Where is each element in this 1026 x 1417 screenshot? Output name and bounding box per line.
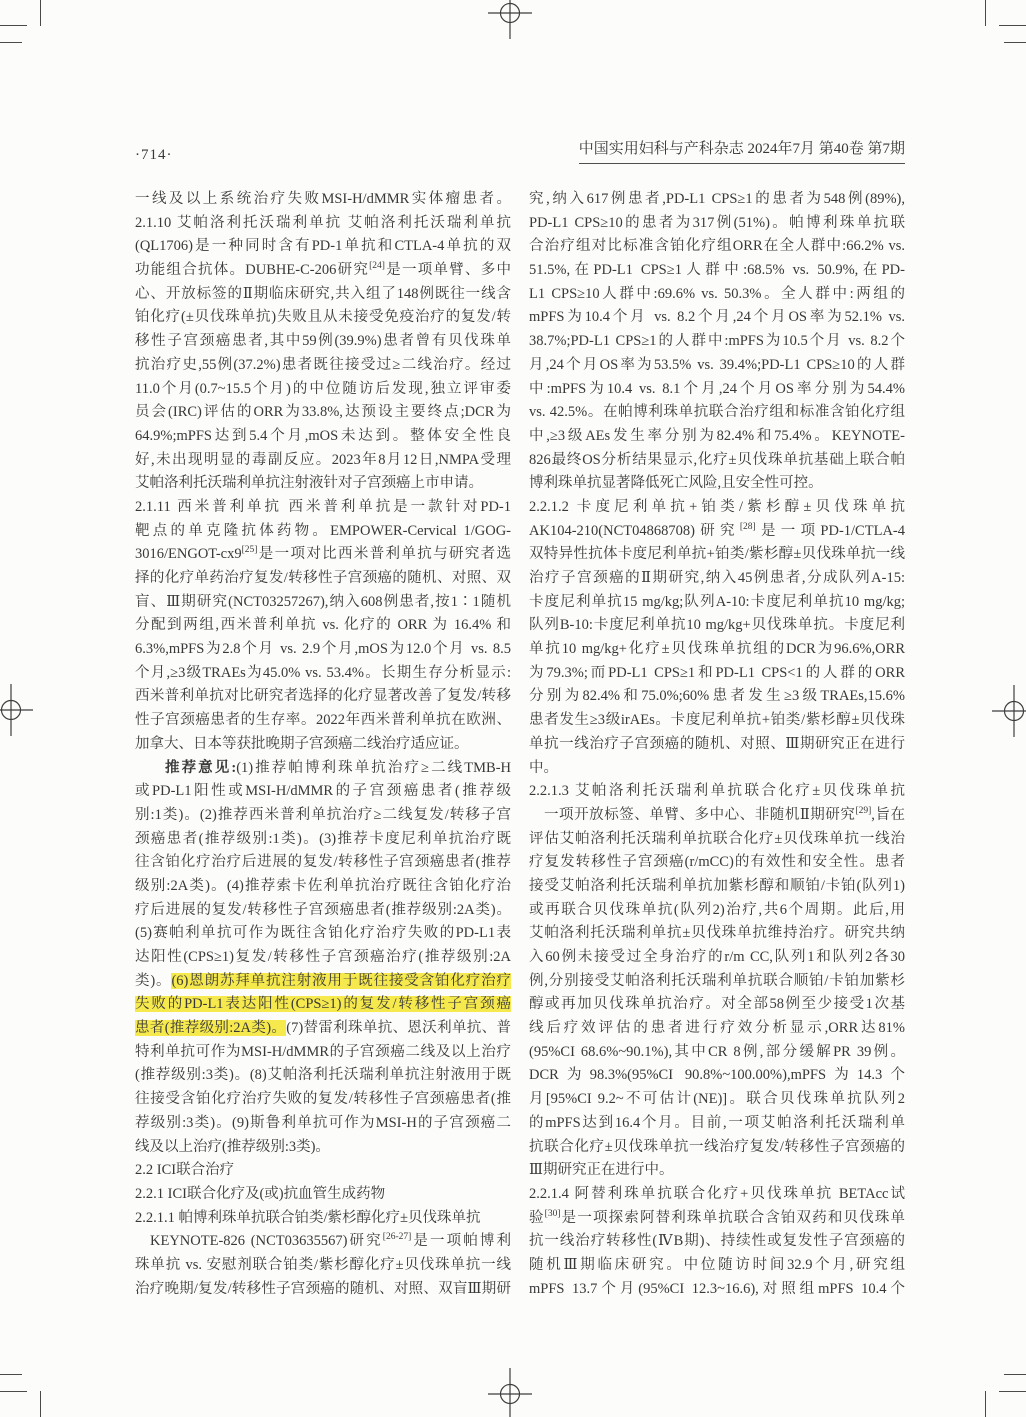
text-segment: 别:1类)。(2)推荐西米普利单抗治疗≥二线复发/转移子宫 [135, 806, 511, 823]
text-segment: 治疗晚期/复发/转移性子宫颈癌的随机、对照、双盲Ⅲ期研 [135, 1280, 511, 1297]
two-column-body [135, 188, 905, 1301]
text-line [135, 993, 511, 1017]
text-segment: 患者发生≥3级irAEs。卡度尼利单抗+铂类/紫杉醇±贝伐珠 [529, 712, 905, 729]
text-segment: 择的化疗单药治疗复发/转移性子宫颈癌的随机、对照、双 [135, 570, 511, 586]
text-line [135, 1136, 511, 1160]
text-segment: 移性子宫颈癌患者,其中59例(39.9%)患者曾有贝伐珠单 [135, 333, 511, 350]
text-line [529, 1278, 905, 1302]
text-line [529, 188, 905, 212]
text-line [529, 970, 905, 994]
text-segment: 月,24个月OS率为53.5% vs. 39.4%;PD-L1 CPS≥10的人群 [529, 356, 905, 373]
text-line [529, 330, 905, 354]
page-number: ·714· [135, 147, 173, 163]
text-segment: 单抗10 mg/kg+化疗±贝伐珠单抗组的DCR为96.6%,ORR [529, 641, 905, 658]
text-line [529, 828, 905, 852]
text-line [135, 354, 511, 378]
registration-mark-bottom-icon [488, 1368, 532, 1417]
text-line [135, 1230, 511, 1254]
text-line [135, 401, 511, 425]
text-segment: 治疗子宫颈癌的Ⅱ期研究,纳入45例患者,分成队列A-15: [529, 570, 905, 586]
text-line [135, 875, 511, 899]
text-line [529, 1254, 905, 1278]
text-segment: 是一项对比西米普利单抗与研究者选 [257, 546, 511, 563]
text-segment: mPFS 13.7个月(95%CI 12.3~16.6),对照组mPFS 10.4个 [529, 1280, 905, 1297]
text-line [529, 1136, 905, 1160]
text-line [529, 1041, 905, 1065]
text-segment: 好,未出现明显的毒副反应。2023年8月12日,NMPA受理 [135, 451, 511, 468]
text-line [135, 212, 511, 236]
text-line [529, 662, 905, 686]
text-segment: 类)。 [135, 972, 172, 989]
text-line [529, 212, 905, 236]
text-line [529, 899, 905, 923]
text-segment: 性子宫颈癌患者的生存率。2022年西米普利单抗在欧洲、 [135, 712, 511, 729]
text-segment: 线及以上治疗(推荐级别:3类)。 [135, 1138, 330, 1155]
text-line [529, 401, 905, 425]
text-line [529, 378, 905, 402]
text-line [529, 1112, 905, 1136]
text-line [135, 1254, 511, 1278]
text-segment: 一线及以上系统治疗失败MSI-H/dMMR实体瘤患者。 [135, 191, 511, 207]
text-segment: 达阳性(CPS≥1)复发/转移性子宫颈癌治疗(推荐级别:2A [135, 949, 511, 965]
text-segment: 荐级别:3类)。(9)斯鲁利单抗可作为MSI-H的子宫颈癌二 [135, 1114, 511, 1131]
text-segment: 38.7%;PD-L1 CPS≥1的人群中:mPFS为10.5个月 vs. 8.2个 [529, 333, 905, 350]
registration-mark-right-icon [992, 685, 1026, 737]
reference-superscript: [25] [241, 545, 258, 556]
text-segment: 究,纳入617例患者,PD-L1 CPS≥1的患者为548例(89%), [529, 191, 905, 207]
text-segment: 个月,≥3级TRAEs为45.0% vs. 53.4%。长期生存分析显示: [135, 664, 511, 681]
text-line [135, 496, 511, 520]
page-header [135, 138, 905, 164]
text-segment: 3016/ENGOT-cx9 [135, 546, 242, 563]
text-segment: 盲、Ⅲ期研究(NCT03257267),纳入608例患者,按1∶1随机 [135, 593, 511, 610]
text-line [529, 306, 905, 330]
reference-superscript: [26-27] [382, 1232, 412, 1243]
registration-mark-top-icon [488, 0, 532, 39]
page-content [135, 138, 905, 1301]
text-segment: 单抗一线治疗子宫颈癌的随机、对照、Ⅲ期研究正在进行 [529, 735, 905, 752]
text-segment: 或再联合贝伐珠单抗(队列2)治疗,共6个周期。此后,用 [529, 901, 905, 918]
text-segment: 合治疗组对比标准含铂化疗组ORR在全人群中:66.2% vs. [529, 238, 905, 255]
text-segment: 功能组合抗体。DUBHE-C-206研究 [135, 262, 370, 279]
text-line [135, 899, 511, 923]
text-segment: 或PD-L1阳性或MSI-H/dMMR的子宫颈癌患者(推荐级 [135, 783, 511, 800]
text-segment: 2.1.11 西米普利单抗 西米普利单抗是一款针对PD-1 [135, 498, 511, 515]
text-segment: 随机Ⅲ期临床研究。中位随访时间32.9个月,研究组 [529, 1256, 905, 1273]
text-segment: 颈癌患者(推荐级别:1类)。(3)推荐卡度尼利单抗治疗既 [135, 830, 511, 847]
text-segment: 是一项PD-1/CTLA-4 [755, 522, 905, 539]
text-line [529, 993, 905, 1017]
text-segment: 64.9%;mPFS达到5.4个月,mOS未达到。整体安全性良 [135, 427, 511, 444]
text-line [529, 614, 905, 638]
text-line [135, 757, 511, 781]
text-line [529, 757, 905, 781]
text-segment: 卡度尼利单抗15 mg/kg;队列A-10:卡度尼利单抗10 mg/kg; [529, 593, 905, 610]
text-line [135, 804, 511, 828]
text-line [135, 567, 511, 591]
text-segment: 2.2.1.1 帕博利珠单抗联合铂类/紫杉醇化疗±贝伐珠单抗 [135, 1209, 481, 1226]
text-line [135, 1088, 511, 1112]
text-segment: 抗一线治疗转移性(ⅣB期)、持续性或复发性子宫颈癌的 [529, 1233, 905, 1250]
text-segment: 队列B-10:卡度尼利单抗10 mg/kg+贝伐珠单抗。卡度尼利 [529, 617, 905, 634]
text-line [135, 946, 511, 970]
text-segment: 分配到两组,西米普利单抗 vs. 化疗的 ORR 为 16.4% 和 [135, 617, 511, 634]
text-line [135, 283, 511, 307]
text-segment: 入60例未接受过全身治疗的r/m CC,队列1和队列2各30 [529, 949, 905, 965]
text-line [135, 709, 511, 733]
text-line [529, 543, 905, 567]
text-line [135, 449, 511, 473]
text-segment: 往含铂化疗治疗后进展的复发/转移性子宫颈癌患者(推荐 [135, 854, 511, 871]
text-line [135, 733, 511, 757]
text-segment: 2.2.1.3 艾帕洛利托沃瑞利单抗联合化疗±贝伐珠单抗 [529, 783, 905, 800]
text-segment: (1)推荐帕博利珠单抗治疗≥二线TMB-H [236, 759, 511, 776]
text-line [135, 188, 511, 212]
text-segment: 中。 [529, 759, 558, 776]
text-line [135, 259, 511, 283]
text-segment: 2.2.1.2 卡度尼利单抗+铂类/紫杉醇±贝伐珠单抗 [529, 498, 905, 515]
registration-mark-left-icon [0, 684, 33, 736]
text-line [529, 780, 905, 804]
text-line [135, 1017, 511, 1041]
text-segment: mPFS为10.4个月 vs. 8.2个月,24个月OS率为52.1% vs. [529, 309, 905, 326]
text-line [529, 591, 905, 615]
text-segment: 的mPFS达到16.4个月。目前,一项艾帕洛利托沃瑞利单 [529, 1114, 905, 1131]
text-segment: AK104-210(NCT04868708)研究 [529, 522, 740, 539]
text-line [135, 662, 511, 686]
text-segment: 艾帕洛利托沃瑞利单抗±贝伐珠单抗维持治疗。研究共纳 [529, 925, 905, 942]
text-segment: 中,≥3级AEs发生率分别为82.4%和75.4%。KEYNOTE- [529, 427, 905, 444]
text-line [135, 1112, 511, 1136]
text-segment: 靶点的单克隆抗体药物。EMPOWER-Cervical 1/GOG- [135, 522, 511, 539]
text-line [135, 922, 511, 946]
text-segment: 中:mPFS为10.4 vs. 8.1个月,24个月OS率分别为54.4% [529, 380, 905, 397]
text-line [529, 496, 905, 520]
text-line [135, 828, 511, 852]
highlighted-text: (6)恩朗苏拜单抗注射液用于既往接受含铂化疗治疗 [171, 972, 511, 989]
text-segment: 级别:2A类)。(4)推荐索卡佐利单抗治疗既往含铂化疗治 [135, 877, 511, 894]
text-segment: 6.3%,mPFS为2.8个月 vs. 2.9个月,mOS为12.0个月 vs. 8.5 [135, 641, 511, 658]
text-line [135, 543, 511, 567]
text-segment: Ⅲ期研究正在进行中。 [529, 1162, 674, 1179]
column-right [529, 188, 905, 1301]
text-line [529, 1159, 905, 1183]
text-line [135, 306, 511, 330]
text-line [529, 520, 905, 544]
text-line [135, 638, 511, 662]
text-line [135, 614, 511, 638]
text-line [529, 733, 905, 757]
text-segment: 2.2 ICI联合治疗 [135, 1162, 235, 1179]
reference-superscript: [28] [739, 521, 756, 532]
text-segment: (推荐级别:3类)。(8)艾帕洛利托沃瑞利单抗注射液用于既 [135, 1067, 511, 1084]
text-segment: 月[95%CI 9.2~不可估计(NE)]。联合贝伐珠单抗队列2 [529, 1091, 905, 1108]
text-line [529, 1088, 905, 1112]
text-line [135, 1278, 511, 1302]
text-segment: 2.2.1 ICI联合化疗及(或)抗血管生成药物 [135, 1185, 386, 1202]
text-line [135, 1064, 511, 1088]
text-segment: DCR为98.3%(95%CI 90.8%~100.00%),mPFS为14.3个 [529, 1067, 905, 1084]
text-segment: 往接受含铂化疗治疗失败的复发/转移性子宫颈癌患者(推 [135, 1091, 511, 1108]
text-line [529, 685, 905, 709]
text-segment: L1 CPS≥10人群中:69.6% vs. 50.3%。全人群中:两组的 [529, 285, 905, 302]
reference-superscript: [30] [544, 1208, 561, 1219]
text-segment: 51.5%,在PD-L1 CPS≥1人群中:68.5% vs. 50.9%,在PD- [529, 262, 905, 279]
text-segment: 疗复发转移性子宫颈癌(r/mCC)的有效性和安全性。患者 [529, 854, 905, 871]
text-segment: PD-L1 CPS≥10的患者为317例(51%)。帕博利珠单抗联 [529, 214, 905, 231]
text-line [135, 780, 511, 804]
text-segment: 分别为82.4%和75.0%;60%患者发生≥3级TRAEs,15.6% [529, 688, 905, 705]
text-line [529, 259, 905, 283]
text-segment: 826最终OS分析结果显示,化疗±贝伐珠单抗基础上联合帕 [529, 451, 905, 468]
text-line [135, 591, 511, 615]
text-segment: 抗联合化疗±贝伐珠单抗一线治疗复发/转移性子宫颈癌的 [529, 1138, 905, 1155]
text-segment: 2.1.10 艾帕洛利托沃瑞利单抗 艾帕洛利托沃瑞利单抗 [135, 214, 511, 231]
text-segment: (7)替雷利珠单抗、恩沃利单抗、普 [286, 1020, 511, 1037]
text-segment: 接受艾帕洛利托沃瑞利单抗加紫杉醇和顺铂/卡铂(队列1) [529, 877, 905, 894]
text-line [529, 235, 905, 259]
text-segment: 珠单抗 vs. 安慰剂联合铂类/紫杉醇化疗±贝伐珠单抗一线 [135, 1256, 511, 1273]
text-segment: 加拿大、日本等获批晚期子宫颈癌二线治疗适应证。 [135, 735, 469, 752]
text-segment: (5)赛帕利单抗可作为既往含铂化疗治疗失败的PD-L1表 [135, 925, 511, 942]
reference-superscript: [29] [855, 806, 872, 817]
text-segment: 评估艾帕洛利托沃瑞利单抗联合化疗±贝伐珠单抗一线治 [529, 830, 905, 847]
text-segment: 是一项探索阿替利珠单抗联合含铂双药和贝伐珠单 [560, 1209, 905, 1226]
column-left [135, 188, 511, 1301]
text-line [529, 472, 905, 496]
text-line [529, 709, 905, 733]
text-segment: 铂化疗(±贝伐珠单抗)失败且从未接受免疫治疗的复发/转 [135, 309, 511, 326]
highlighted-text: 失败的PD-L1表达阳性(CPS≥1)的复发/转移性子宫颈癌 [135, 996, 511, 1013]
text-segment: 特利单抗可作为MSI-H/dMMR的子宫颈癌二线及以上治疗 [135, 1043, 511, 1060]
text-segment: 心、开放标签的Ⅱ期临床研究,共入组了148例既往一线含 [135, 285, 511, 302]
text-segment: (QL1706)是一种同时含有PD-1单抗和CTLA-4单抗的双 [135, 238, 511, 255]
text-line [135, 520, 511, 544]
text-segment: 艾帕洛利托沃瑞利单抗注射液针对子宫颈癌上市申请。 [135, 475, 483, 492]
text-line [135, 1207, 511, 1231]
text-line [135, 970, 511, 994]
text-line [529, 425, 905, 449]
text-segment: 是一项帕博利 [411, 1233, 511, 1250]
text-segment: 是一项单臂、多中 [384, 262, 511, 279]
text-line [135, 425, 511, 449]
reference-superscript: [24] [369, 261, 385, 272]
text-line [135, 685, 511, 709]
text-line [135, 235, 511, 259]
text-segment: 2.2.1.4 阿替利珠单抗联合化疗+贝伐珠单抗 BETAcc试 [529, 1185, 905, 1202]
text-line [529, 1017, 905, 1041]
text-segment: 验 [529, 1209, 545, 1226]
text-line [529, 946, 905, 970]
text-segment: 推荐意见: [165, 759, 237, 776]
journal-title: 中国实用妇科与产科杂志 2024年7月 第40卷 第7期 [579, 137, 905, 164]
text-line [529, 922, 905, 946]
text-line [135, 330, 511, 354]
text-line [529, 851, 905, 875]
text-line [529, 1207, 905, 1231]
highlighted-text: 患者(推荐级别:2A类)。 [135, 1020, 287, 1037]
text-line [135, 1183, 511, 1207]
text-line [135, 1041, 511, 1065]
text-segment: 为79.3%;而PD-L1 CPS≥1和PD-L1 CPS<1的人群的ORR [529, 664, 905, 681]
text-segment: 员会(IRC)评估的ORR为33.8%,达预设主要终点;DCR为 [135, 404, 511, 421]
text-line [529, 1183, 905, 1207]
text-segment: 一项开放标签、单臂、多中心、非随机Ⅱ期研究 [544, 806, 856, 823]
text-segment: 例,分别接受艾帕洛利托沃瑞利单抗联合顺铂/卡铂加紫杉 [529, 972, 905, 989]
text-segment: vs. 42.5%。在帕博利珠单抗联合治疗组和标准含铂化疗组 [529, 404, 905, 421]
text-line [135, 851, 511, 875]
text-segment: 醇或再加贝伐珠单抗治疗。对全部58例至少接受1次基 [529, 996, 905, 1013]
text-line [529, 1230, 905, 1254]
text-segment: (95%CI 68.6%~90.1%),其中CR 8例,部分缓解PR 39例。 [529, 1043, 905, 1060]
text-segment: ,旨在 [871, 806, 905, 823]
text-segment: 11.0个月(0.7~15.5个月)的中位随访后发现,独立评审委 [135, 380, 511, 397]
text-line [529, 567, 905, 591]
text-line [135, 378, 511, 402]
text-line [529, 283, 905, 307]
text-line [529, 1064, 905, 1088]
text-segment: 博利珠单抗显著降低死亡风险,且安全性可控。 [529, 475, 823, 492]
text-line [529, 449, 905, 473]
text-segment: 线后疗效评估的患者进行疗效分析显示,ORR达81% [529, 1020, 905, 1037]
text-segment: 抗治疗史,55例(37.2%)患者既往接受过≥二线治疗。经过 [135, 356, 511, 373]
text-line [135, 1159, 511, 1183]
text-segment: 疗后进展的复发/转移性子宫颈癌患者(推荐级别:2A类)。 [135, 901, 511, 918]
text-segment: 双特异性抗体卡度尼利单抗+铂类/紫杉醇±贝伐珠单抗一线 [529, 546, 905, 563]
text-line [529, 354, 905, 378]
text-line [135, 472, 511, 496]
text-line [529, 875, 905, 899]
text-segment: 西米普利单抗对比研究者选择的化疗显著改善了复发/转移 [135, 688, 511, 705]
text-segment: KEYNOTE-826 (NCT03635567)研究 [150, 1233, 383, 1250]
text-line [529, 638, 905, 662]
text-line [529, 804, 905, 828]
